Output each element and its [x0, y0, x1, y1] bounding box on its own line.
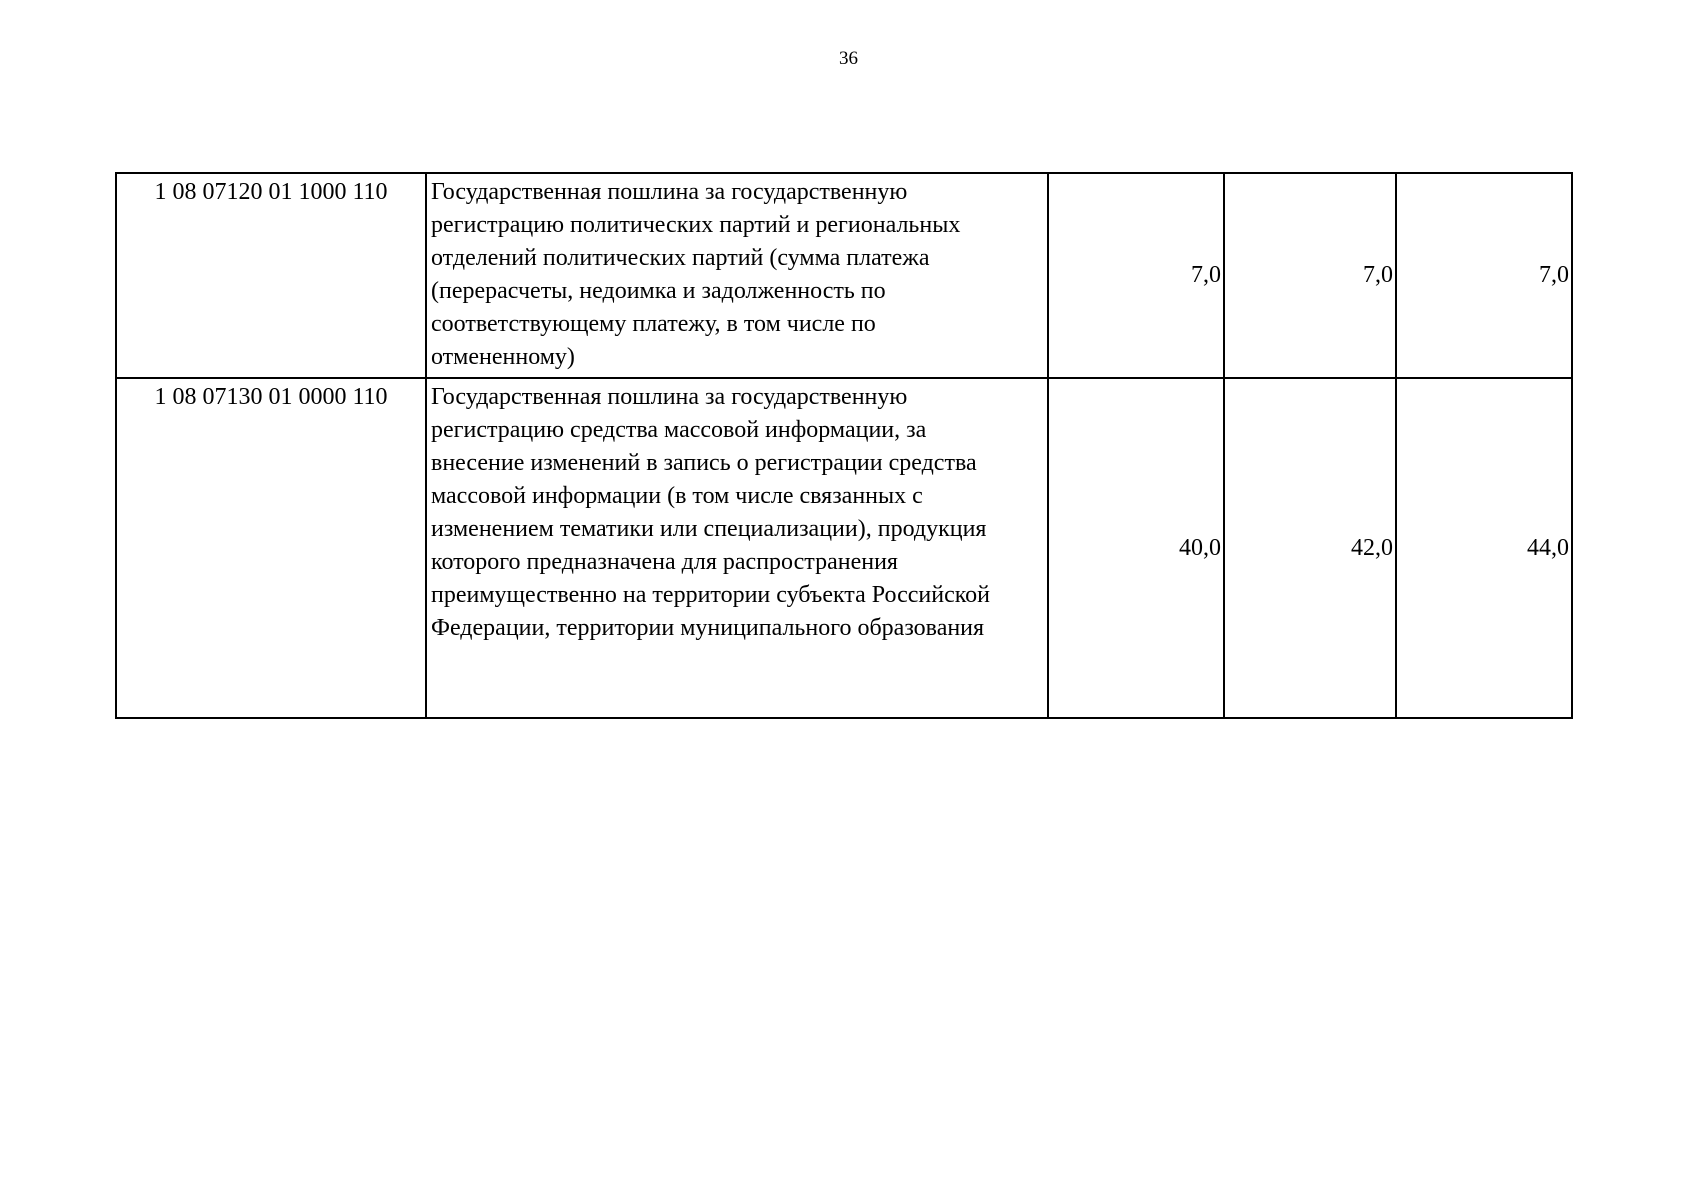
description-line: регистрацию политических партий и региональных [431, 212, 961, 238]
revenue-description-cell [426, 378, 1048, 718]
description-line: преимущественно на территории субъекта Российской [431, 582, 991, 608]
page-number: 36 [839, 48, 858, 69]
description-line: внесение изменений в запись о регистрации средства [431, 450, 977, 476]
description-line: которого предназначена для распространения [431, 549, 898, 575]
table-row [116, 173, 1572, 378]
amount-year-2-cell: 7,0 [1224, 173, 1396, 378]
description-line: регистрацию средства массовой информации, за [431, 417, 927, 443]
amount-year-3-cell: 44,0 [1396, 378, 1572, 718]
table-row [116, 378, 1572, 718]
budget-revenue-table [115, 172, 1573, 719]
description-line: отмененному) [431, 344, 575, 370]
amount-year-1-cell: 7,0 [1048, 173, 1224, 378]
revenue-code-cell: 1 08 07130 01 0000 110 [116, 378, 426, 718]
revenue-code-cell: 1 08 07120 01 1000 110 [116, 173, 426, 378]
amount-year-2-cell: 42,0 [1224, 378, 1396, 718]
description-line: Государственная пошлина за государственную [431, 179, 908, 205]
description-line: Государственная пошлина за государственную [431, 384, 908, 410]
description-line: отделений политических партий (сумма платежа [431, 245, 930, 271]
description-line: изменением тематики или специализации), продукция [431, 516, 987, 542]
description-line: Федерации, территории муниципального образования [431, 615, 985, 641]
description-line: массовой информации (в том числе связанных с [431, 483, 923, 509]
description-line: (перерасчеты, недоимка и задолженность по [431, 278, 886, 304]
description-line: соответствующему платежу, в том числе по [431, 311, 876, 337]
amount-year-3-cell: 7,0 [1396, 173, 1572, 378]
revenue-description-cell [426, 173, 1048, 378]
amount-year-1-cell: 40,0 [1048, 378, 1224, 718]
